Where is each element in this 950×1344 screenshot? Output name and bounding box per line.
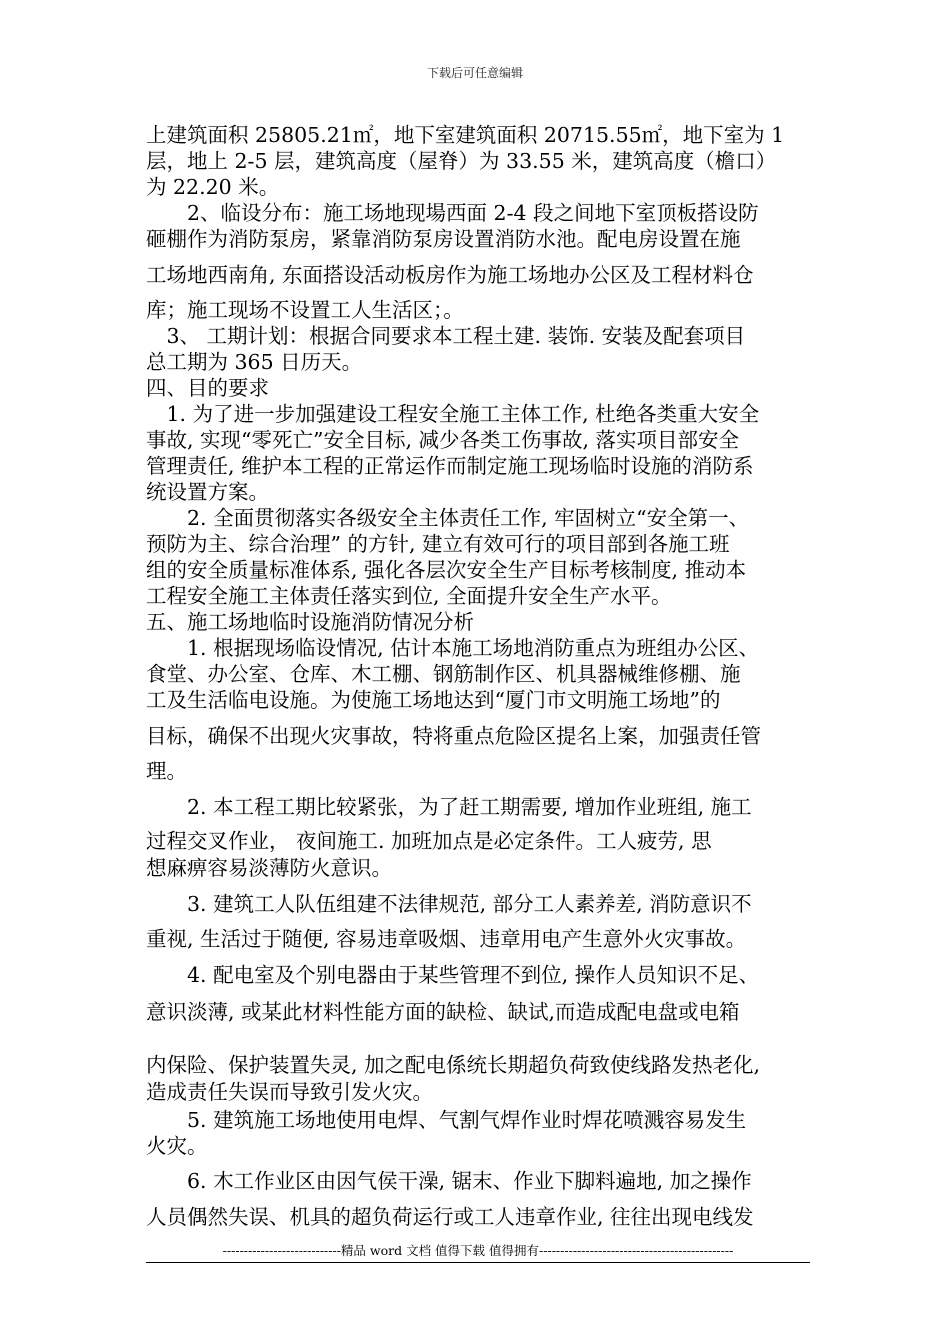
text-line: 工及生活临电设施。为使施工场地达到“厦门市文明施工场地”的 <box>146 688 721 712</box>
text-line: 人员偶然失误、机具的超负荷运行或工人违章作业, 往往出现电线发 <box>146 1205 754 1229</box>
footer-divider <box>146 1262 810 1263</box>
text-line: 1. 根据现场临设情况, 估计本施工场地消防重点为班组办公区、 <box>146 636 760 660</box>
text-line: 层，地上 2-5 层，建筑高度（屋脊）为 33.55 米，建筑高度（檐口） <box>146 149 777 173</box>
text-line: 事故, 实现“零死亡”安全目标, 减少各类工伤事故, 落实项目部安全 <box>146 428 740 452</box>
text-line: 意识淡薄, 或某此材料性能方面的缺检、缺试,而造成配电盘或电箱 <box>146 1000 740 1024</box>
text-line: 库；施工现场不设置工人生活区；。 <box>146 298 464 322</box>
section-heading: 五、施工场地临时设施消防情况分析 <box>146 610 474 634</box>
text-line: 内保险、保护装置失灵, 加之配电係统长期超负荷致使线路发热老化, <box>146 1053 761 1077</box>
page-header: 下载后可任意编辑 <box>426 66 523 80</box>
text-line: 食堂、办公室、仓库、木工棚、钢筋制作区、机具器械维修棚、施 <box>146 662 741 686</box>
text-line: 4. 配电室及个别电器由于某些管理不到位, 操作人员知识不足、 <box>146 963 760 987</box>
text-line: 总工期为 365 日历天。 <box>146 350 363 374</box>
text-line: 砸棚作为消防泵房，紧靠消防泵房设置消防水池。配电房设置在施 <box>146 227 741 251</box>
text-line: 3、 工期计划：根据合同要求本工程土建. 装饰. 安装及配套项目 <box>146 324 746 348</box>
text-line: 工程安全施工主体责任落实到位, 全面提升安全生产水平。 <box>146 584 672 608</box>
page-footer: ----------------------------精品 word 文档 值得下载 值得拥有---------------------------------------------- <box>222 1243 734 1258</box>
text-line: 1. 为了进一步加强建设工程安全施工主体工作, 杜绝各类重大安全 <box>146 402 760 426</box>
text-line: 造成责任失误而导致引发火灾。 <box>146 1080 433 1104</box>
text-line: 为 22.20 米。 <box>146 175 280 199</box>
text-line: 6. 木工作业区由因气侯干澡, 锯末、作业下脚料遍地, 加之操作 <box>146 1169 752 1193</box>
text-line: 火灾。 <box>146 1134 208 1158</box>
text-line: 重视, 生活过于随便, 容易违章吸烟、违章用电产生意外火灾事故。 <box>146 927 747 951</box>
text-line: 目标，确保不出现火灾事故，特将重点危险区提名上案，加强责任管 <box>146 724 761 748</box>
text-line: 统设置方案。 <box>146 480 269 504</box>
text-line: 组的安全质量标准体系, 强化各层次安全生产目标考核制度, 推动本 <box>146 558 747 582</box>
text-line: 5. 建筑施工场地使用电焊、气割气焊作业时焊花喷溅容易发生 <box>146 1108 747 1132</box>
text-line: 理。 <box>146 759 187 783</box>
text-line: 管理责任, 维护本工程的正常运作而制定施工现场临时设施的消防系 <box>146 454 754 478</box>
text-line: 预防为主、综合治理” 的方针, 建立有效可行的项目部到各施工班 <box>146 532 730 556</box>
text-line: 2. 全面贯彻落实各级安全主体责任工作, 牢固树立“安全第一、 <box>146 506 750 530</box>
text-line: 想麻痹容易淡薄防火意识。 <box>146 856 392 880</box>
text-line: 过程交叉作业， 夜间施工. 加班加点是必定条件。工人疲劳, 思 <box>146 829 712 853</box>
text-line: 3. 建筑工人队伍组建不法律规范, 部分工人素养差, 消防意识不 <box>146 892 752 916</box>
section-heading: 四、目的要求 <box>146 376 269 400</box>
text-line: 工场地西南角, 东面搭设活动板房作为施工场地办公区及工程材料仓 <box>146 263 754 287</box>
text-line: 2. 本工程工期比较紧张，为了赶工期需要, 增加作业班组, 施工 <box>146 795 752 819</box>
text-line: 上建筑面积 25805.21㎡，地下室建筑面积 20715.55㎡，地下室为 1 <box>146 123 785 147</box>
text-line: 2、临设分布：施工场地现場西面 2-4 段之间地下室顶板搭设防 <box>146 201 759 225</box>
